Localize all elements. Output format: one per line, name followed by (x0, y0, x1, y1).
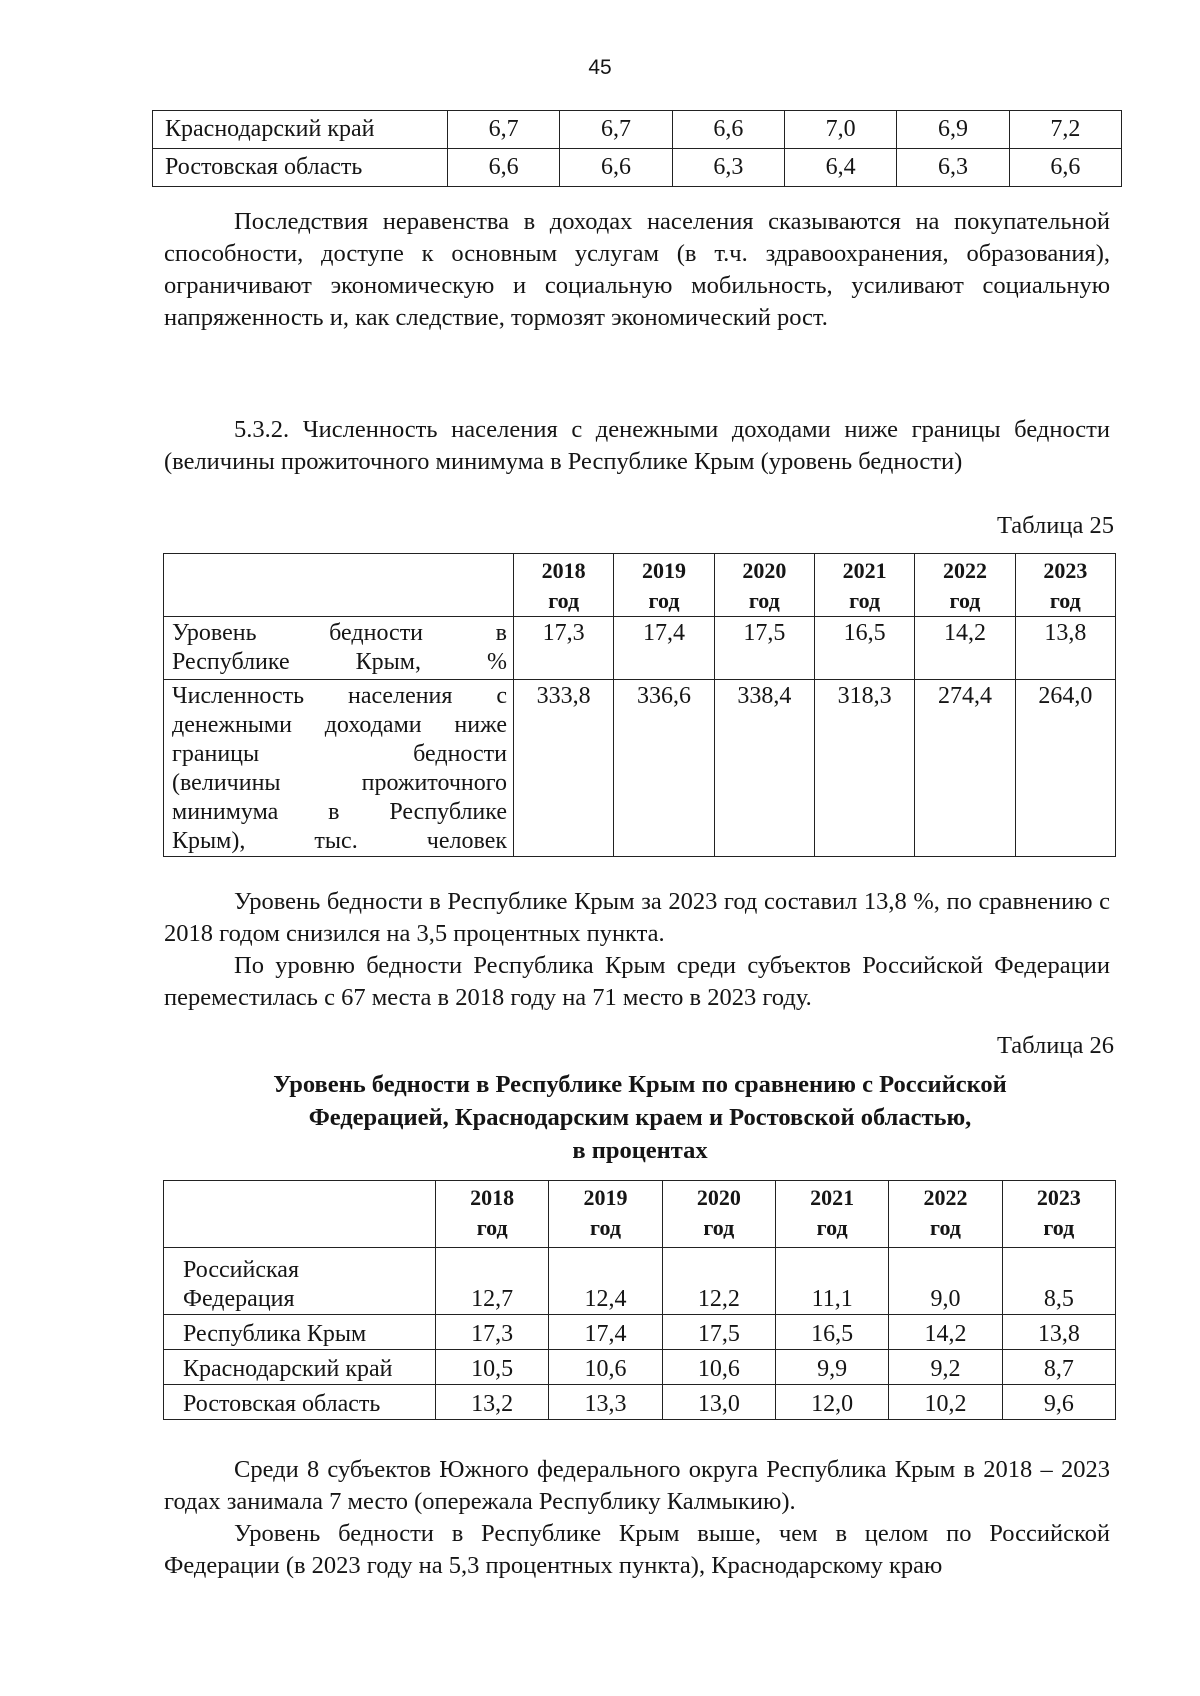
table-row (164, 617, 1116, 680)
cell: 6,3 (897, 149, 1009, 187)
cell: 17,5 (662, 1315, 775, 1350)
cell: 13,8 (1002, 1315, 1115, 1350)
corner-cell (164, 554, 514, 617)
cell: 6,6 (560, 149, 672, 187)
column-header: 2023 год (1002, 1181, 1115, 1248)
table-25-caption: Таблица 25 (996, 512, 1114, 539)
cell: 10,2 (889, 1385, 1002, 1420)
cell: 16,5 (814, 617, 914, 680)
column-header: 2021 год (814, 554, 914, 617)
cell: 6,6 (448, 149, 560, 187)
cell: 17,3 (436, 1315, 549, 1350)
column-header: 2018 год (514, 554, 614, 617)
table-row (164, 680, 1116, 857)
cell: 274,4 (915, 680, 1015, 857)
cell: 6,4 (784, 149, 896, 187)
cell: 12,4 (549, 1248, 662, 1315)
cell: 12,7 (436, 1248, 549, 1315)
table-header-row (164, 554, 1116, 617)
column-header: 2020 год (714, 554, 814, 617)
paragraph-ranking: По уровню бедности Республика Крым среди субъектов Российской Федерации переместилась с 67 места в 2018 году на 71 место в 2023 году. (164, 952, 1110, 1011)
row-label: Российская Федерация (164, 1248, 436, 1315)
cell: 6,6 (672, 111, 784, 149)
cell: 8,7 (1002, 1350, 1115, 1385)
cell: 338,4 (714, 680, 814, 857)
paragraph-comparison: Уровень бедности в Республике Крым выше, чем в целом по Российской Федерации (в 2023 году на 5,3 процентных пункта), Краснодарскому краю (164, 1520, 1110, 1579)
cell: 10,6 (549, 1350, 662, 1385)
cell: 10,5 (436, 1350, 549, 1385)
row-label: Краснодарский край (164, 1350, 436, 1385)
row-label: Краснодарский край (153, 111, 448, 149)
table-row (164, 1385, 1116, 1420)
cell: 6,7 (560, 111, 672, 149)
cell: 13,8 (1015, 617, 1115, 680)
table-row (164, 1315, 1116, 1350)
cell: 17,3 (514, 617, 614, 680)
cell: 318,3 (814, 680, 914, 857)
cell: 12,0 (775, 1385, 888, 1420)
cell: 14,2 (889, 1315, 1002, 1350)
cell: 12,2 (662, 1248, 775, 1315)
cell: 10,6 (662, 1350, 775, 1385)
page-number: 45 (588, 56, 612, 79)
cell: 9,9 (775, 1350, 888, 1385)
cell: 13,2 (436, 1385, 549, 1420)
cell: 264,0 (1015, 680, 1115, 857)
cell: 7,2 (1009, 111, 1121, 149)
cell: 17,5 (714, 617, 814, 680)
column-header: 2023 год (1015, 554, 1115, 617)
column-header: 2019 год (614, 554, 714, 617)
cell: 13,3 (549, 1385, 662, 1420)
table-row (153, 149, 1122, 187)
cell: 11,1 (775, 1248, 888, 1315)
column-header: 2020 год (662, 1181, 775, 1248)
cell: 6,9 (897, 111, 1009, 149)
paragraph-poverty-2023: Уровень бедности в Республике Крым за 2023 год составил 13,8 %, по сравнению с 2018 годом снизился на 3,5 процентных пункта. (164, 888, 1110, 947)
table-26-caption: Таблица 26 (996, 1032, 1114, 1059)
cell: 9,6 (1002, 1385, 1115, 1420)
cell: 6,7 (448, 111, 560, 149)
cell: 9,0 (889, 1248, 1002, 1315)
cell: 16,5 (775, 1315, 888, 1350)
row-label: Республика Крым (164, 1315, 436, 1350)
cell: 7,0 (784, 111, 896, 149)
column-header: 2018 год (436, 1181, 549, 1248)
cell: 6,3 (672, 149, 784, 187)
table-header-row (164, 1181, 1116, 1248)
row-label: Ростовская область (153, 149, 448, 187)
column-header: 2019 год (549, 1181, 662, 1248)
table-row (153, 111, 1122, 149)
section-heading: 5.3.2. Численность населения с денежными доходами ниже границы бедности (величины прожиточного минимума в Республике Крым (уровень бедности) (164, 416, 1110, 475)
column-header: 2022 год (915, 554, 1015, 617)
column-header: 2021 год (775, 1181, 888, 1248)
row-label: Ростовская область (164, 1385, 436, 1420)
row-label: Уровень бедности в Республике Крым, % (164, 617, 514, 680)
cell: 13,0 (662, 1385, 775, 1420)
cell: 6,6 (1009, 149, 1121, 187)
cell: 333,8 (514, 680, 614, 857)
cell: 14,2 (915, 617, 1015, 680)
table-row (164, 1248, 1116, 1315)
cell: 8,5 (1002, 1248, 1115, 1315)
table-25 (163, 553, 1116, 857)
paragraph-southern-district: Среди 8 субъектов Южного федерального округа Республика Крым в 2018 – 2023 годах занимала 7 место (опережала Республику Калмыкию). (164, 1456, 1110, 1515)
table-26 (163, 1180, 1116, 1420)
table-row (164, 1350, 1116, 1385)
cell: 336,6 (614, 680, 714, 857)
table-26-title: Уровень бедности в Республике Крым по сравнению с Российской Федерацией, Краснодарским краем и Ростовской областью, в процентах (273, 1071, 1007, 1164)
cell: 17,4 (549, 1315, 662, 1350)
cell: 17,4 (614, 617, 714, 680)
corner-cell (164, 1181, 436, 1248)
column-header: 2022 год (889, 1181, 1002, 1248)
paragraph-consequences: Последствия неравенства в доходах населения сказываются на покупательной способности, доступе к основным услугам (в т.ч. здравоохранения, образования), ограничивают экономическую и социальную мобильность, усиливают социальную напряженность и, как следствие, тормозят экономический рост. (164, 208, 1110, 331)
table-continuation (152, 110, 1122, 187)
row-label: Численность населения с денежными доходами ниже границы бедности (величины прожиточного минимума в Республике Крым), тыс. человек (164, 680, 514, 857)
cell: 9,2 (889, 1350, 1002, 1385)
